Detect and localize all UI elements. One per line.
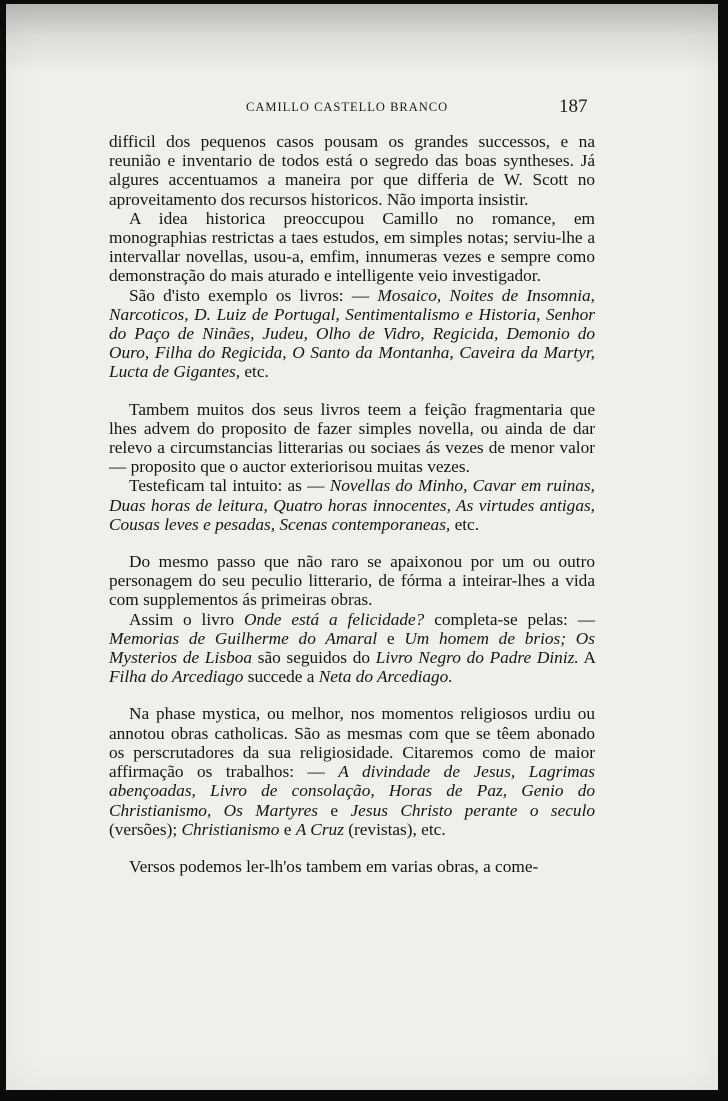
running-title: CAMILLO CASTELLO BRANCO xyxy=(246,100,449,114)
text-run: e xyxy=(377,628,405,648)
body-text xyxy=(109,132,595,876)
text-run: etc. xyxy=(240,362,269,382)
paragraph xyxy=(109,610,595,687)
running-head xyxy=(6,96,718,118)
text-run: A xyxy=(578,648,595,668)
book-title: A Cruz xyxy=(295,819,344,839)
text-run: difficil dos pequenos casos pousam os grandes successos, e na reunião e inventario de todos está o segredo das boas syntheses. Já algures accentuamos a maneira por que differia de W. Scott no aproveitamento dos recursos historicos. Não importa insistir. xyxy=(109,132,595,209)
book-title: Christianismo xyxy=(181,819,280,839)
text-run: (versões); xyxy=(109,819,182,839)
text-run: e xyxy=(318,800,351,820)
text-run: e xyxy=(279,819,296,839)
book-titles: Mosaico, Noites de Insomnia, Narcoticos, D. Luiz de Portugal, Sentimentalismo e Historia, Senhor do Paço de Ninães, Judeu, Olho de Vidro, Regicida, Demonio do Ouro, Filha do Regicida, O Santo da Montanha, Caveira da Martyr, Lucta de Gigantes, xyxy=(109,285,595,382)
book-title: Um homem de brios; Os Mysterios de Lisboa xyxy=(109,628,595,668)
book-title: Memorias de Guilherme do Amaral xyxy=(109,628,378,648)
book-title: Livro Negro do Padre Diniz. xyxy=(375,648,579,668)
text-run: completa-se pelas: — xyxy=(424,609,595,629)
book-page xyxy=(6,4,718,1090)
paragraph xyxy=(109,704,595,838)
paragraph xyxy=(109,209,595,286)
page-number: 187 xyxy=(559,96,588,117)
book-title: Onde está a felicidade? xyxy=(244,609,425,629)
paragraph xyxy=(109,552,595,610)
text-run: Do mesmo passo que não raro se apaixonou por um ou outro personagem do seu peculio litterario, de fórma a inteirar-lhes a vida com supplementos ás primeiras obras. xyxy=(109,552,595,610)
book-title: Neta do Arcediago. xyxy=(318,667,453,687)
text-run: Versos podemos ler-lh'os tambem em varias obras, a come- xyxy=(129,856,539,876)
book-titles: A divindade de Jesus, Lagrimas abençoadas, Livro de consolação, Horas de Paz, Genio do Christianismo, Os Martyres xyxy=(109,762,595,820)
text-run: etc. xyxy=(450,514,480,534)
text-run: succede a xyxy=(243,667,319,687)
paragraph xyxy=(109,400,595,477)
text-run: São d'isto exemplo os livros: — xyxy=(129,285,378,305)
text-run: são seguidos do xyxy=(252,648,376,668)
text-run: Tambem muitos dos seus livros teem a feição fragmentaria que lhes advem do proposito de fazer simples novella, ou ainda de dar relevo a circumstancias litterarias ou sociaes ás vezes de menor valor — proposito que o auctor exteriorisou muitas vezes. xyxy=(109,399,595,477)
text-run: A idea historica preoccupou Camillo no romance, em monographias restrictas a taes estudos, em simples notas; serviu-lhe a intervallar novellas, usou-a, emfim, innumeras vezes e sempre como demonstração do mais aturado e intelligente veio investigador. xyxy=(109,208,595,286)
text-run: Testeficam tal intuito: as — xyxy=(129,476,330,496)
scan-shadow xyxy=(6,4,718,74)
paragraph xyxy=(109,286,595,382)
text-run: Na phase mystica, ou melhor, nos momentos religiosos urdiu ou annotou obras catholicas. São as mesmas com que se têem abonado os perscrutadores da sua religiosidade. Citaremos como de maior affirmação os trabalhos: — xyxy=(109,704,595,782)
book-title: Filha do Arcediago xyxy=(109,667,244,687)
book-title: Jesus Christo perante o seculo xyxy=(350,800,596,820)
paragraph xyxy=(109,476,595,534)
paragraph xyxy=(109,857,595,876)
text-run: Assim o livro xyxy=(129,609,245,629)
paragraph xyxy=(109,132,595,209)
book-titles: Novellas do Minho, Cavar em ruinas, Duas horas de leitura, Quatro horas innocentes, As virtudes antigas, Cousas leves e pesadas, Scenas contemporaneas, xyxy=(109,476,595,534)
text-run: (revistas), etc. xyxy=(343,819,446,839)
